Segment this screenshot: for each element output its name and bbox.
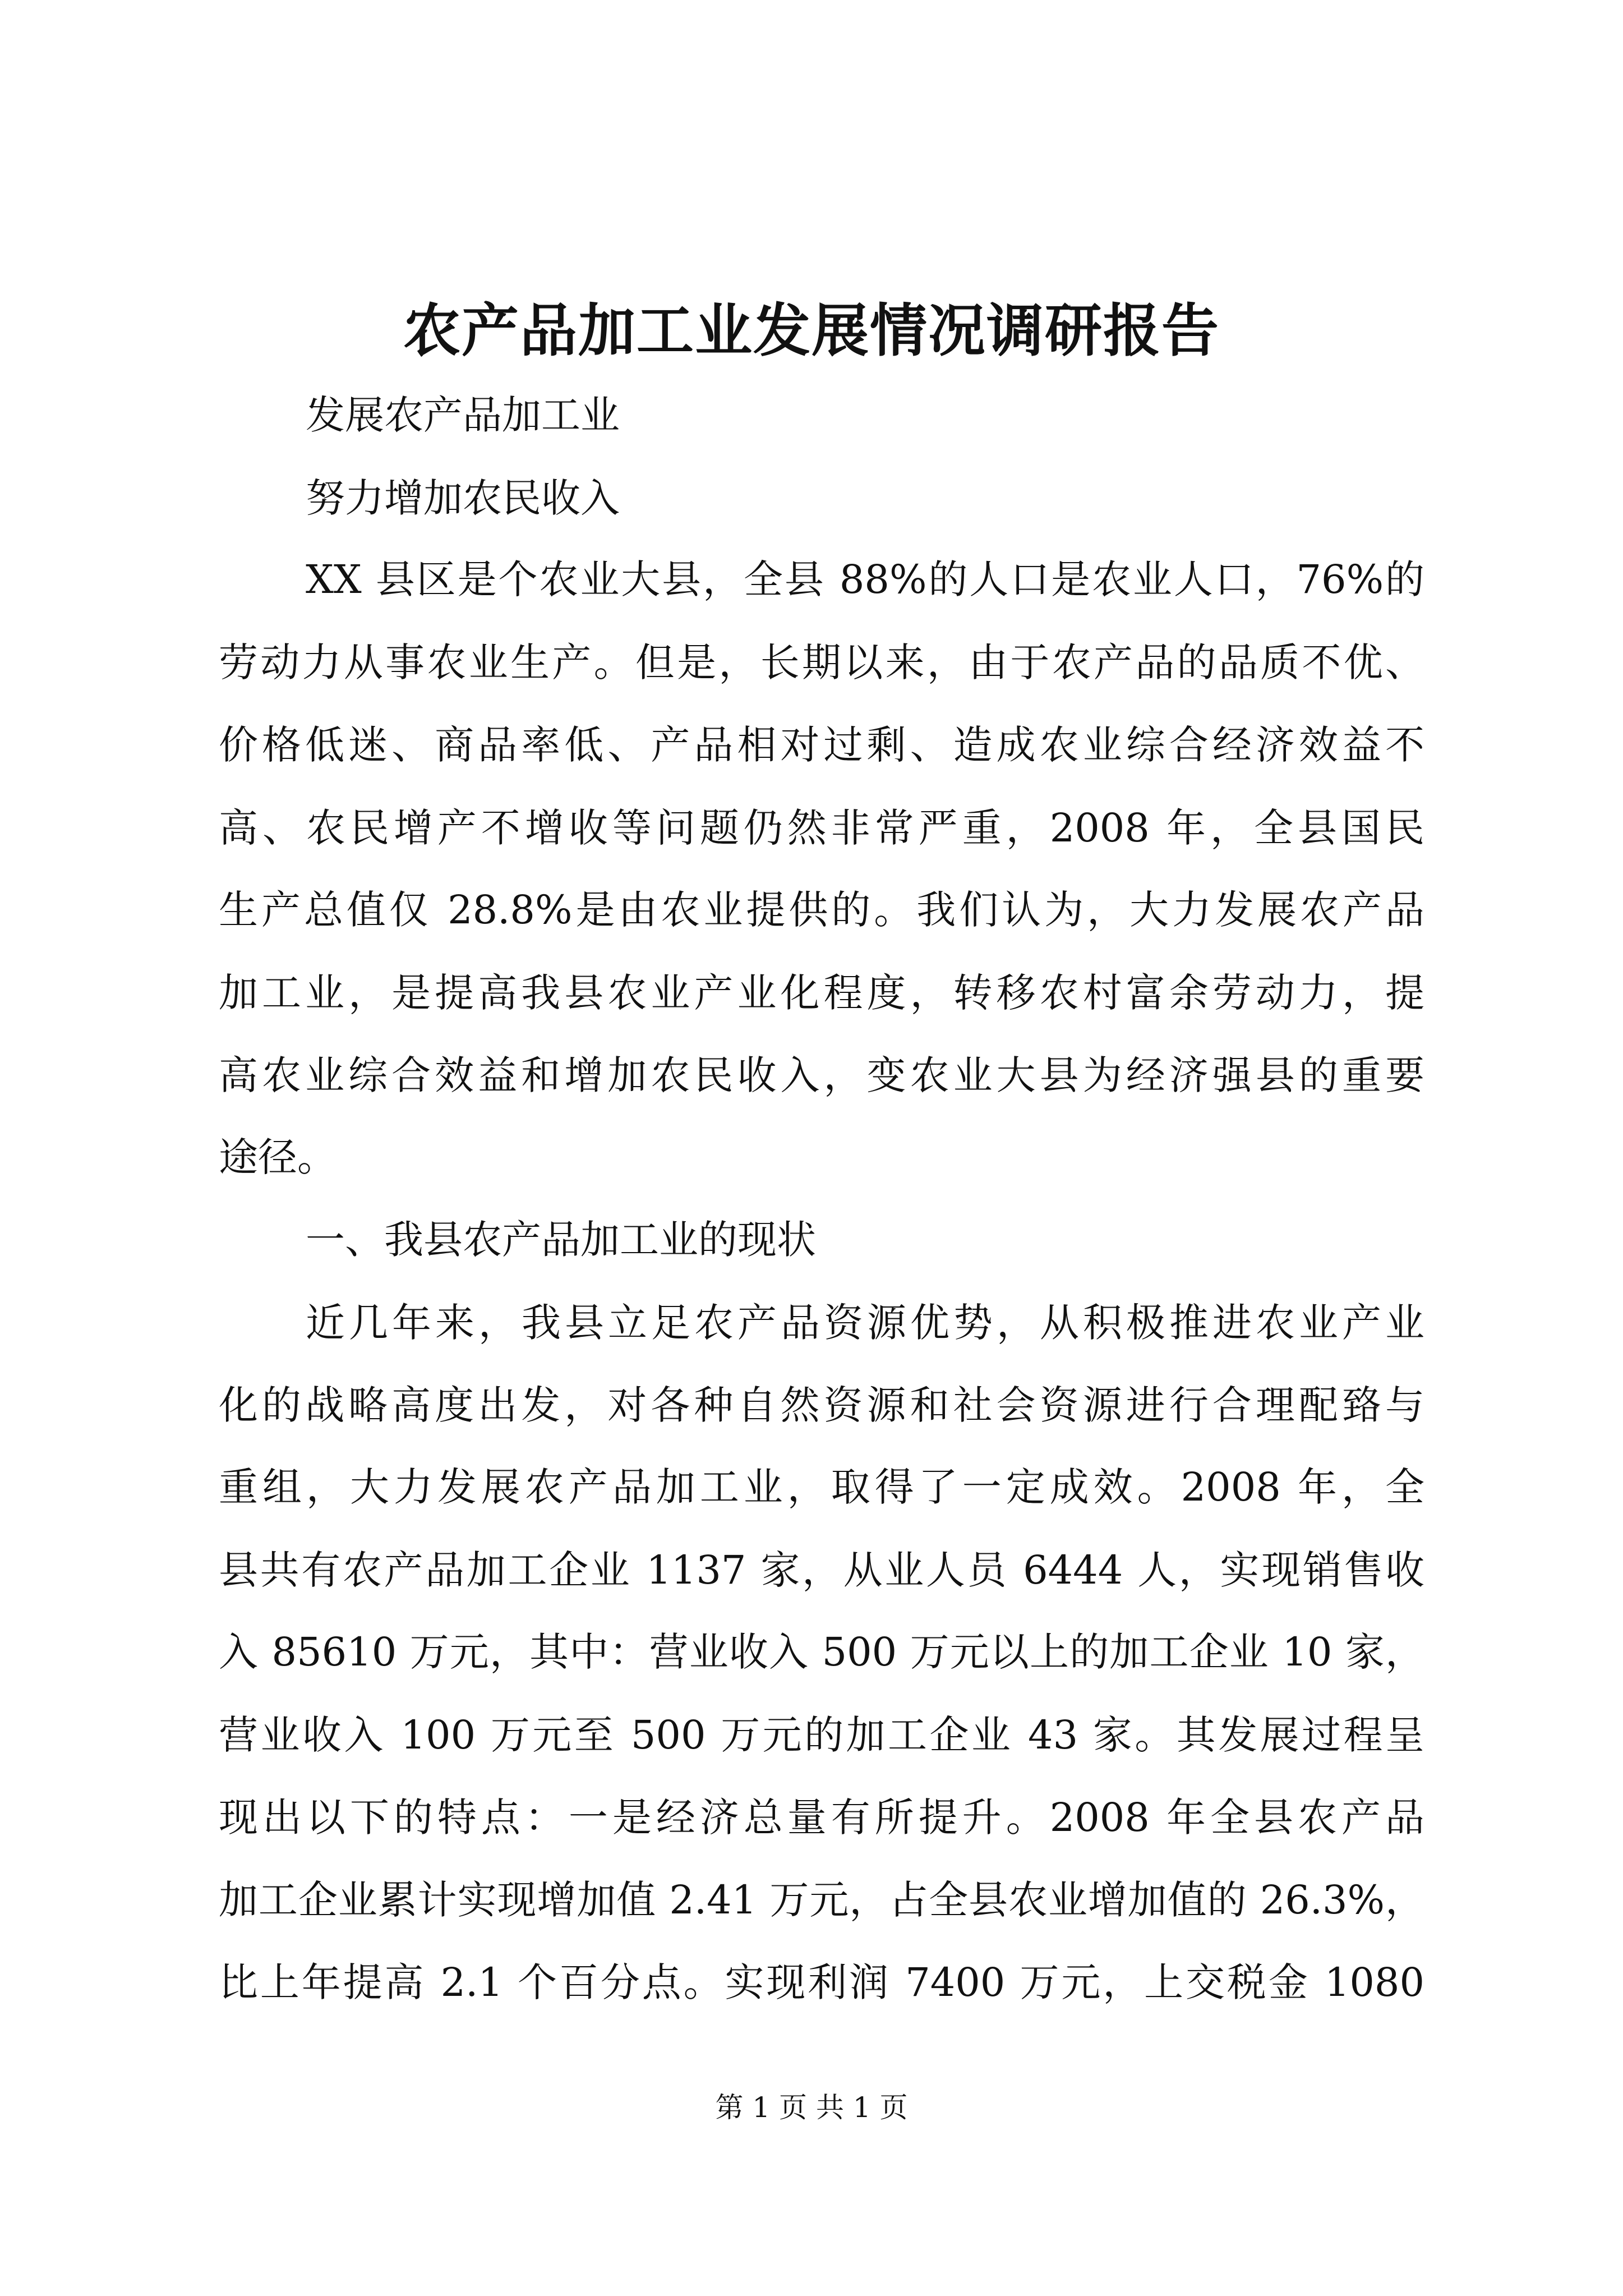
paragraph-line: 加工业，是提高我县农业产业化程度，转移农村富余劳动力，提 (219, 970, 1424, 1016)
page-number-footer: 第 1 页 共 1 页 (715, 2091, 908, 2124)
paragraph-line: 生产总值仅 28.8%是由农业提供的。我们认为，大力发展农产品 (219, 887, 1424, 933)
paragraph-line: XX 县区是个农业大县，全县 88%的人口是农业人口，76%的 (306, 556, 1424, 602)
paragraph-line: 比上年提高 2.1 个百分点。实现利润 7400 万元，上交税金 1080 (219, 1959, 1424, 2005)
paragraph-line: 重组，大力发展农产品加工业，取得了一定成效。2008 年，全 (219, 1464, 1424, 1510)
paragraph-line: 近几年来，我县立足农产品资源优势，从积极推进农业产业 (306, 1300, 1424, 1346)
paragraph-line: 高、农民增产不增收等问题仍然非常严重，2008 年，全县国民 (219, 805, 1424, 851)
paragraph-line: 营业收入 100 万元至 500 万元的加工企业 43 家。其发展过程呈 (219, 1712, 1424, 1758)
paragraph-line: 加工企业累计实现增加值 2.41 万元，占全县农业增加值的 26.3%， (219, 1877, 1424, 1923)
paragraph-line: 高农业综合效益和增加农民收入，变农业大县为经济强县的重要 (219, 1052, 1424, 1098)
paragraph-line: 现出以下的特点：一是经济总量有所提升。2008 年全县农产品 (219, 1795, 1424, 1841)
paragraph-line: 县共有农产品加工企业 1137 家，从业人员 6444 人，实现销售收 (219, 1547, 1424, 1593)
subtitle-line: 发展农产品加工业 (306, 392, 620, 438)
page-title: 农产品加工业发展情况调研报告 (403, 297, 1220, 365)
paragraph-line: 途径。 (219, 1134, 336, 1180)
section-heading: 一、我县农产品加工业的现状 (306, 1217, 816, 1263)
paragraph-line: 劳动力从事农业生产。但是，长期以来，由于农产品的品质不优、 (219, 639, 1424, 685)
paragraph-line: 价格低迷、商品率低、产品相对过剩、造成农业综合经济效益不 (219, 722, 1424, 768)
paragraph-line: 入 85610 万元，其中：营业收入 500 万元以上的加工企业 10 家， (219, 1629, 1424, 1675)
subtitle-line: 努力增加农民收入 (306, 475, 620, 521)
paragraph-line: 化的战略高度出发，对各种自然资源和社会资源进行合理配臵与 (219, 1382, 1424, 1428)
